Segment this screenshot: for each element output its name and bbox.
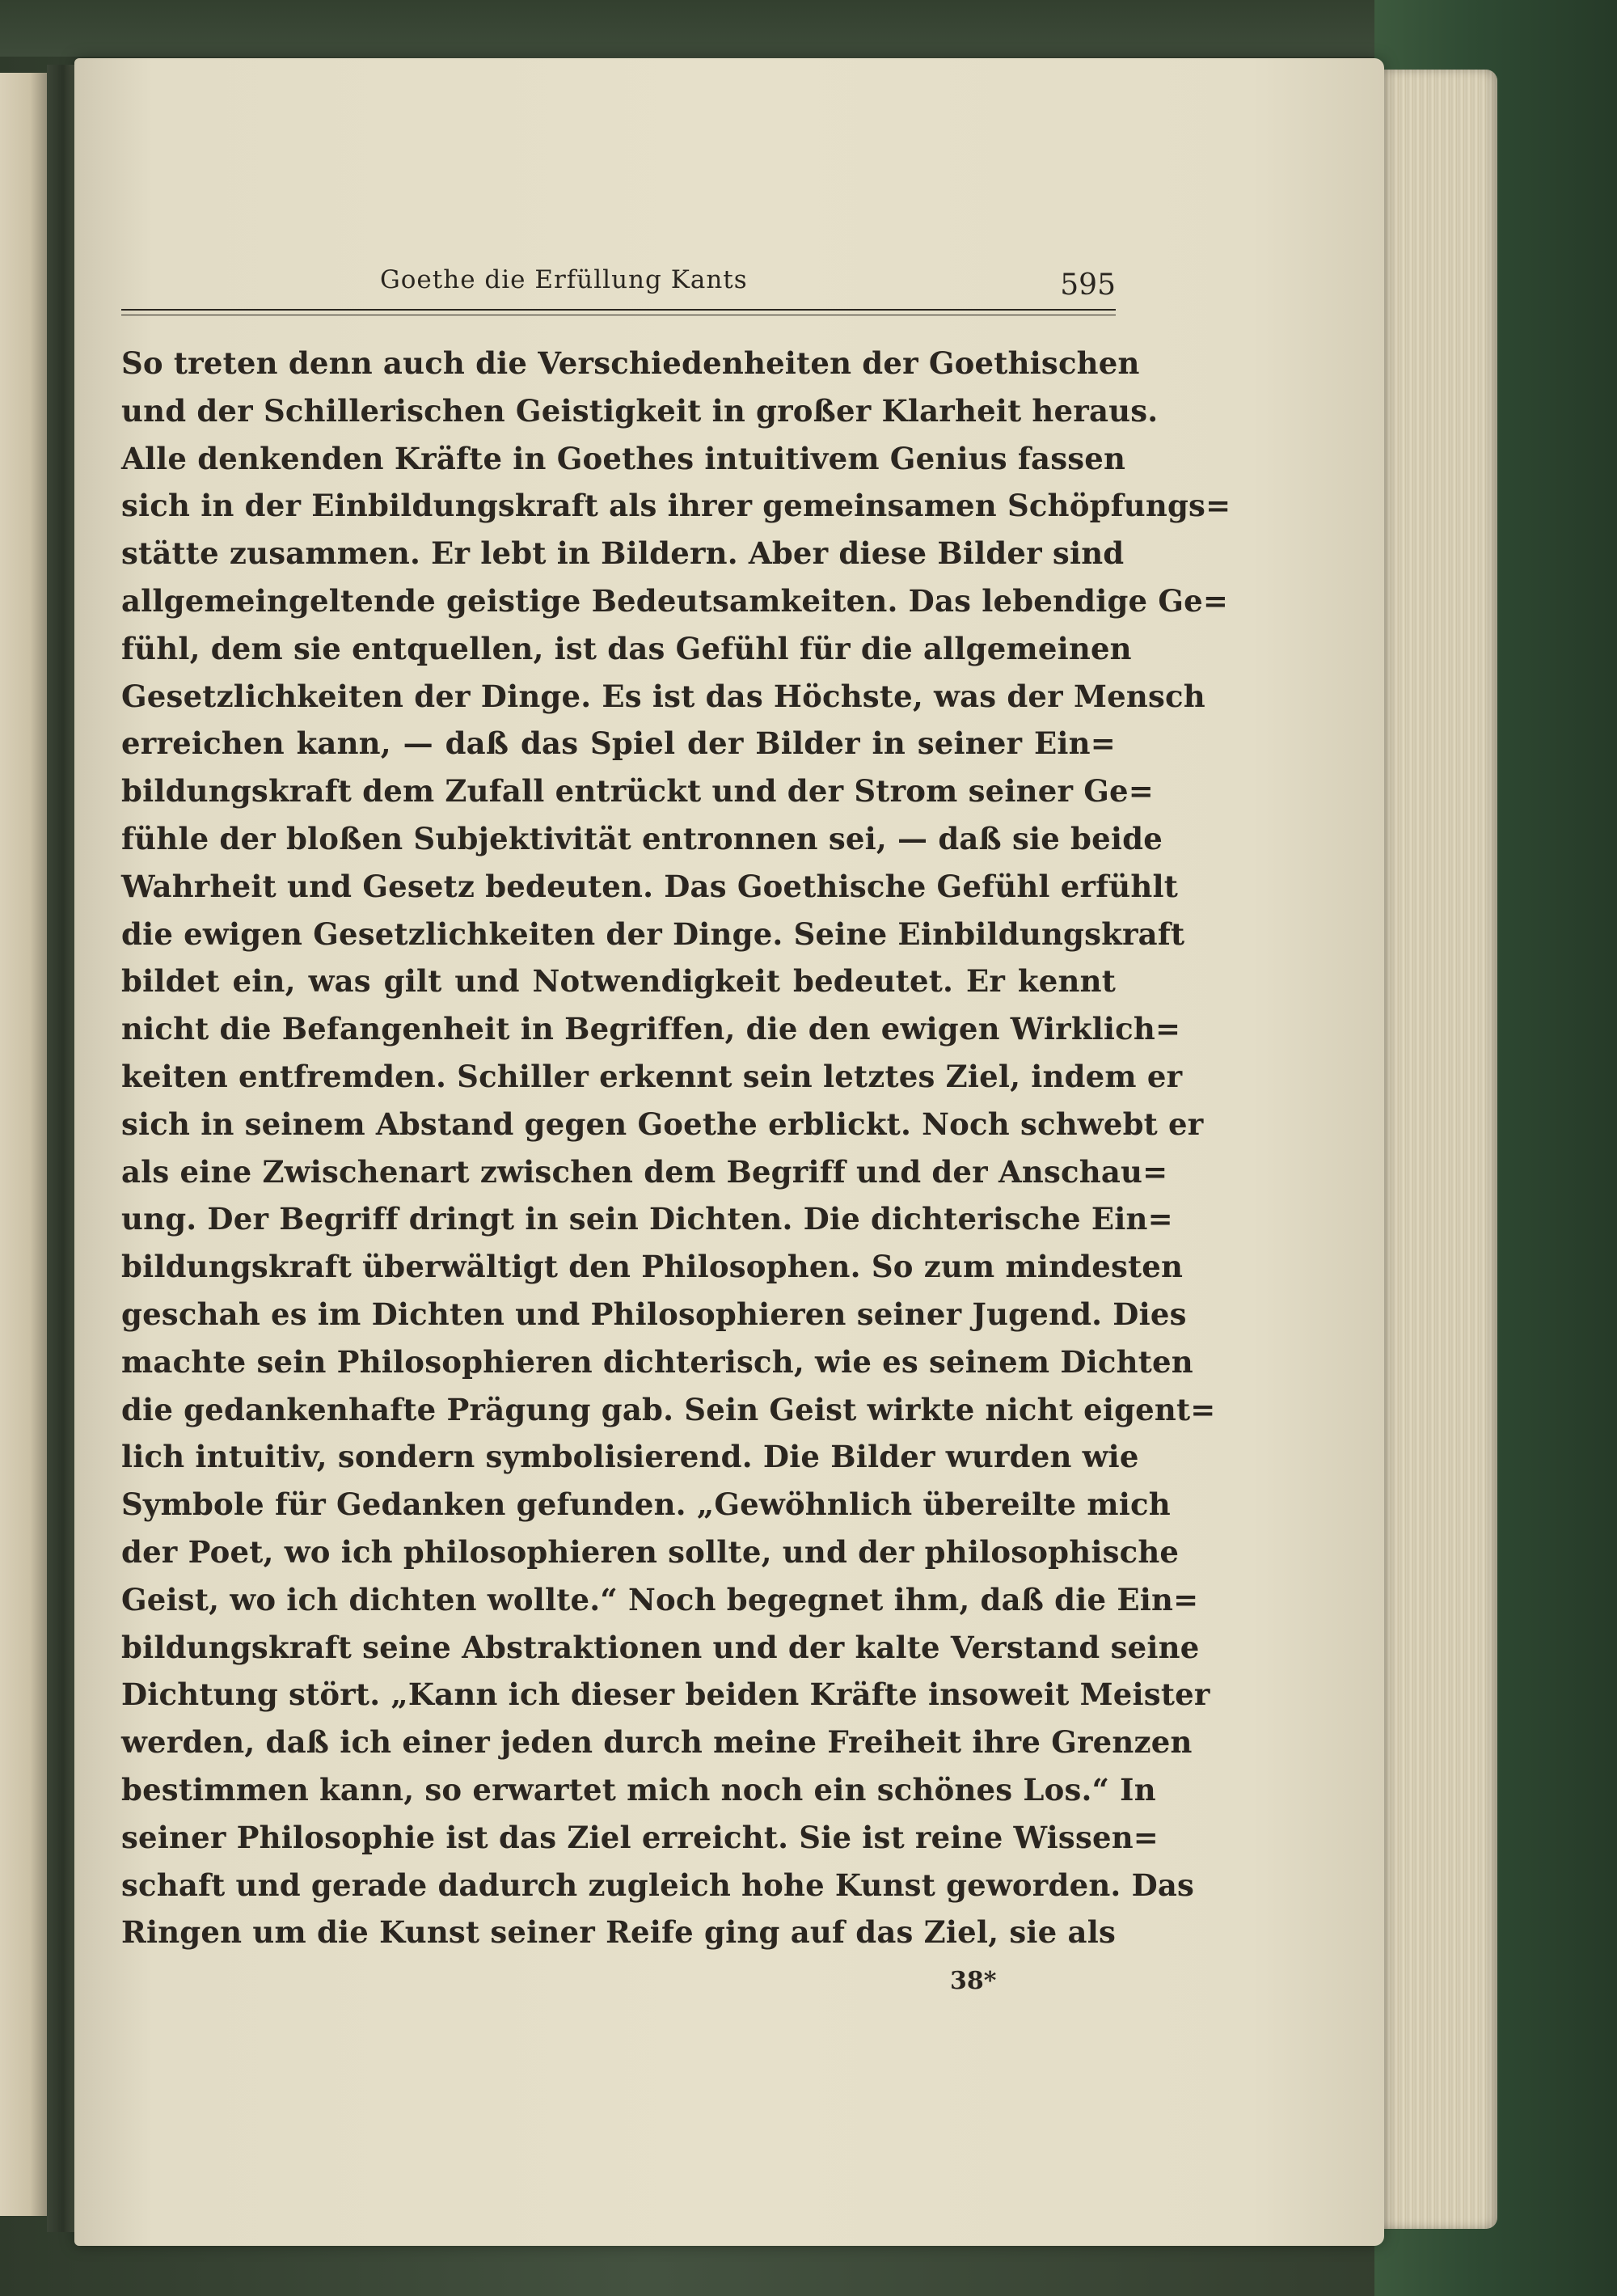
facing-page-edge (0, 73, 50, 2216)
signature-mark: 38* (950, 1967, 997, 1995)
header-rule (121, 309, 1116, 315)
text-line: allgemeingeltende geistige Bedeutsamkeiten. Das lebendige Ge= (121, 582, 1229, 619)
text-line: machte sein Philosophieren dichterisch, wie es seinem Dichten (121, 1343, 1193, 1380)
text-line: seiner Philosophie ist das Ziel erreicht. Sie ist reine Wissen= (121, 1819, 1159, 1855)
text-line: geschah es im Dichten und Philosophieren seiner Jugend. Dies (121, 1296, 1187, 1332)
page-block-edge (1384, 70, 1497, 2229)
text-line: fühle der bloßen Subjektivität entronnen sei, — daß sie beide (121, 820, 1163, 856)
text-line: nicht die Befangenheit in Begriffen, die den ewigen Wirklich= (121, 1011, 1181, 1047)
text-line: lich intuitiv, sondern symbolisierend. Die Bilder wurden wie (121, 1439, 1139, 1475)
text-line: keiten entfremden. Schiller erkennt sein letztes Ziel, indem er (121, 1058, 1183, 1094)
text-line: So treten denn auch die Verschiedenheiten der Goethischen (121, 345, 1140, 381)
text-line: fühl, dem sie entquellen, ist das Gefühl für die allgemeinen (121, 630, 1132, 666)
text-line: Alle denkenden Kräfte in Goethes intuitivem Genius fassen (121, 440, 1126, 476)
body-text (121, 340, 1231, 1956)
text-line: Symbole für Gedanken gefunden. „Gewöhnlich übereilte mich (121, 1486, 1171, 1523)
text-line: Gesetzlichkeiten der Dinge. Es ist das Höchste, was der Mensch (121, 678, 1205, 714)
text-line: Wahrheit und Gesetz bedeuten. Das Goethische Gefühl erfühlt (121, 868, 1179, 904)
text-line: ung. Der Begriff dringt in sein Dichten. Die dichterische Ein= (121, 1201, 1173, 1237)
text-line: bildet ein, was gilt und Notwendigkeit bedeutet. Er kennt (121, 963, 1116, 1000)
text-line: der Poet, wo ich philosophieren sollte, und der philosophische (121, 1533, 1180, 1570)
running-title: Goethe die Erfüllung Kants (380, 265, 748, 294)
text-line: schaft und gerade dadurch zugleich hohe Kunst geworden. Das (121, 1867, 1195, 1903)
text-line: stätte zusammen. Er lebt in Bildern. Aber diese Bilder sind (121, 535, 1125, 572)
text-line: Geist, wo ich dichten wollte.“ Noch begegnet ihm, daß die Ein= (121, 1581, 1199, 1617)
text-line: bildungskraft überwältigt den Philosophen. So zum mindesten (121, 1249, 1184, 1285)
text-line: Dichtung stört. „Kann ich dieser beiden Kräfte insoweit Meister (121, 1677, 1210, 1713)
text-line: sich in seinem Abstand gegen Goethe erblickt. Noch schwebt er (121, 1106, 1204, 1142)
page-header (121, 259, 1116, 307)
text-line: werden, daß ich einer jeden durch meine Freiheit ihre Grenzen (121, 1724, 1193, 1761)
text-line: die ewigen Gesetzlichkeiten der Dinge. Seine Einbildungskraft (121, 915, 1185, 952)
text-line: als eine Zwischenart zwischen dem Begriff und der Anschau= (121, 1153, 1168, 1190)
page-number: 595 (1060, 269, 1116, 302)
text-line: bildungskraft dem Zufall entrückt und der Strom seiner Ge= (121, 773, 1154, 810)
text-line: bildungskraft seine Abstraktionen und der kalte Verstand seine (121, 1629, 1200, 1665)
text-line: erreichen kann, — daß das Spiel der Bilder in seiner Ein= (121, 725, 1116, 762)
text-line: bestimmen kann, so erwartet mich noch ein schönes Los.“ In (121, 1771, 1156, 1808)
text-line: Ringen um die Kunst seiner Reife ging auf das Ziel, sie als (121, 1914, 1116, 1951)
text-line: und der Schillerischen Geistigkeit in großer Klarheit heraus. (121, 392, 1159, 429)
text-line: sich in der Einbildungskraft als ihrer gemeinsamen Schöpfungs= (121, 488, 1231, 524)
text-line: die gedankenhafte Prägung gab. Sein Geist wirkte nicht eigent= (121, 1391, 1216, 1427)
